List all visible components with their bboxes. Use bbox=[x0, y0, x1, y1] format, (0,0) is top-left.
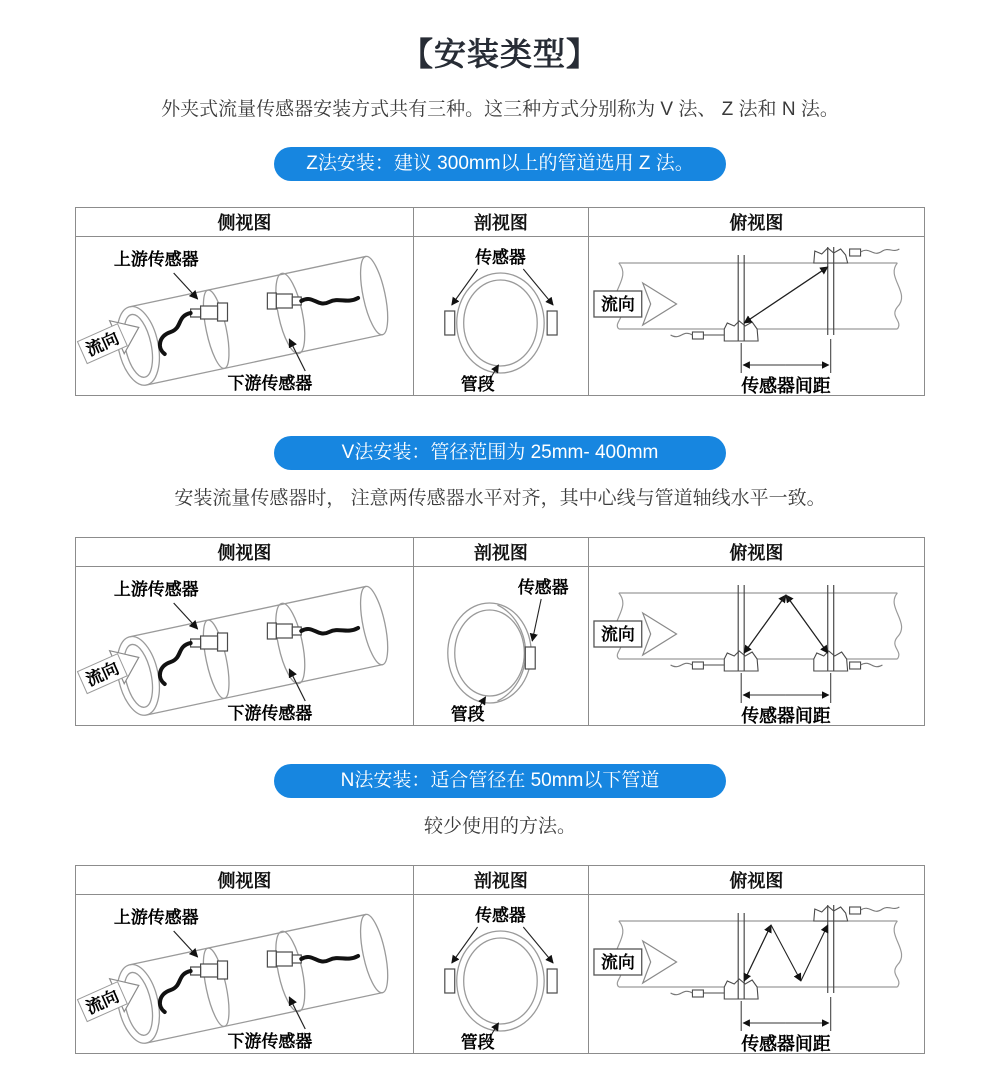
z-method-banner: Z法安装：建议 300mm以上的管道选用 Z 法。 bbox=[274, 147, 726, 181]
left-sensor-top-view bbox=[670, 321, 758, 341]
downstream-pointer-line bbox=[289, 669, 305, 701]
section-n-method bbox=[0, 764, 1000, 1054]
downstream-sensor-drawing bbox=[267, 623, 301, 639]
pipe-segment-label: 管段 bbox=[450, 704, 485, 725]
top-view-diagram bbox=[589, 237, 924, 395]
flow-label: 流向 bbox=[83, 986, 122, 1018]
spacing-label: 传感器间距 bbox=[741, 705, 831, 725]
intro-text: 外夹式流量传感器安装方式共有三种。这三种方式分别称为 V 法、 Z 法和 N 法。 bbox=[161, 99, 839, 120]
flow-direction-arrow-icon bbox=[594, 941, 677, 983]
sensor-drawing bbox=[525, 647, 535, 669]
n-top-view-cell bbox=[588, 895, 924, 1054]
downstream-sensor-label: 下游传感器 bbox=[227, 1031, 313, 1052]
flow-label: 流向 bbox=[83, 328, 122, 360]
sensor-label: 传感器 bbox=[475, 247, 526, 268]
col-header-section-view: 剖视图 bbox=[413, 538, 588, 567]
sensor-pointer-right bbox=[523, 927, 553, 963]
page-title: 【安装类型】 bbox=[400, 36, 599, 72]
n-method-note: 较少使用的方法。 bbox=[423, 816, 576, 837]
flow-label: 流向 bbox=[600, 952, 635, 973]
cross-section-diagram bbox=[414, 567, 588, 725]
spacing-dimension bbox=[741, 339, 831, 373]
upstream-sensor-drawing bbox=[191, 633, 228, 651]
upstream-sensor-label: 上游传感器 bbox=[113, 249, 199, 270]
spacing-dimension bbox=[741, 673, 831, 703]
downstream-cable bbox=[301, 628, 358, 634]
z-section-view-cell bbox=[413, 237, 588, 396]
side-view-diagram bbox=[76, 895, 413, 1053]
spacing-label: 传感器间距 bbox=[741, 1033, 831, 1053]
ultrasonic-path bbox=[744, 267, 828, 323]
n-method-banner: N法安装：适合管径在 50mm以下管道 bbox=[274, 764, 726, 798]
ultrasonic-path bbox=[744, 595, 828, 653]
n-section-view-cell bbox=[413, 895, 588, 1054]
v-top-view-cell bbox=[588, 567, 924, 726]
right-sensor-top-view bbox=[814, 906, 900, 921]
flow-label: 流向 bbox=[83, 658, 122, 690]
flow-direction-arrow-icon bbox=[76, 969, 146, 1027]
n-side-view-cell bbox=[76, 895, 414, 1054]
downstream-cable bbox=[301, 956, 358, 962]
z-top-view-cell bbox=[588, 237, 924, 396]
upstream-sensor-drawing bbox=[191, 303, 228, 321]
pipe-cross-section bbox=[457, 273, 544, 373]
ultrasonic-path bbox=[744, 925, 828, 981]
v-method-note: 安装流量传感器时， 注意两传感器水平对齐，其中心线与管道轴线水平一致。 bbox=[174, 488, 826, 509]
sensor-pointer-left bbox=[452, 927, 478, 963]
col-header-top-view: 俯视图 bbox=[588, 866, 924, 895]
section-v-method bbox=[0, 436, 1000, 726]
col-header-side-view: 侧视图 bbox=[76, 538, 414, 567]
downstream-sensor-drawing bbox=[267, 293, 301, 309]
right-sensor-top-view bbox=[814, 248, 900, 263]
section-z-method bbox=[0, 147, 1000, 396]
pipe-cross-section bbox=[457, 931, 544, 1031]
z-method-table bbox=[75, 207, 925, 396]
right-sensor-top-view bbox=[814, 651, 883, 671]
pipe-drawing bbox=[110, 583, 393, 720]
left-sensor-top-view bbox=[670, 979, 758, 999]
col-header-side-view: 侧视图 bbox=[76, 208, 414, 237]
upstream-cable bbox=[160, 971, 191, 1012]
flow-direction-arrow-icon bbox=[76, 311, 146, 369]
pipe-segment-label: 管段 bbox=[460, 374, 495, 395]
z-side-view-cell bbox=[76, 237, 414, 396]
col-header-top-view: 俯视图 bbox=[588, 208, 924, 237]
pipe-cross-section bbox=[448, 603, 531, 703]
left-sensor-top-view bbox=[670, 651, 758, 671]
downstream-cable bbox=[301, 298, 358, 304]
side-view-diagram bbox=[76, 567, 413, 725]
col-header-top-view: 俯视图 bbox=[588, 538, 924, 567]
pipe-segment-label: 管段 bbox=[460, 1032, 495, 1053]
sensor-label: 传感器 bbox=[517, 577, 569, 598]
col-header-side-view: 侧视图 bbox=[76, 866, 414, 895]
flow-label: 流向 bbox=[600, 294, 635, 315]
v-side-view-cell bbox=[76, 567, 414, 726]
sensor-label: 传感器 bbox=[475, 905, 526, 926]
v-method-table bbox=[75, 537, 925, 726]
pipe-drawing bbox=[110, 253, 393, 390]
upstream-cable bbox=[160, 313, 191, 354]
upstream-sensor-drawing bbox=[191, 961, 228, 979]
upstream-sensor-label: 上游传感器 bbox=[113, 907, 199, 928]
upstream-cable bbox=[160, 643, 191, 684]
downstream-sensor-label: 下游传感器 bbox=[227, 373, 313, 394]
upstream-sensor-label: 上游传感器 bbox=[113, 579, 199, 600]
downstream-sensor-label: 下游传感器 bbox=[227, 703, 313, 724]
downstream-pointer-line bbox=[289, 997, 305, 1029]
cross-section-diagram bbox=[414, 895, 588, 1053]
v-section-view-cell bbox=[413, 567, 588, 726]
sensor-drawings bbox=[445, 969, 557, 993]
v-method-banner: V法安装：管径范围为 25mm- 400mm bbox=[274, 436, 726, 470]
sensor-drawings bbox=[445, 311, 557, 335]
n-method-table bbox=[75, 865, 925, 1054]
downstream-pointer-line bbox=[289, 339, 305, 371]
flow-direction-arrow-icon bbox=[594, 283, 677, 325]
flow-label: 流向 bbox=[600, 624, 635, 645]
flow-direction-arrow-icon bbox=[594, 613, 677, 655]
top-view-diagram bbox=[589, 895, 924, 1053]
spacing-label: 传感器间距 bbox=[741, 375, 831, 395]
cross-section-diagram bbox=[414, 237, 588, 395]
spacing-dimension bbox=[741, 997, 831, 1031]
sensor-pointer bbox=[532, 599, 541, 641]
flow-direction-arrow-icon bbox=[76, 641, 146, 699]
sensor-pointer-right bbox=[523, 269, 553, 305]
top-view-diagram bbox=[589, 567, 924, 725]
side-view-diagram bbox=[76, 237, 413, 395]
downstream-sensor-drawing bbox=[267, 951, 301, 967]
pipe-drawing bbox=[110, 911, 393, 1048]
col-header-section-view: 剖视图 bbox=[413, 866, 588, 895]
col-header-section-view: 剖视图 bbox=[413, 208, 588, 237]
sensor-pointer-left bbox=[452, 269, 478, 305]
